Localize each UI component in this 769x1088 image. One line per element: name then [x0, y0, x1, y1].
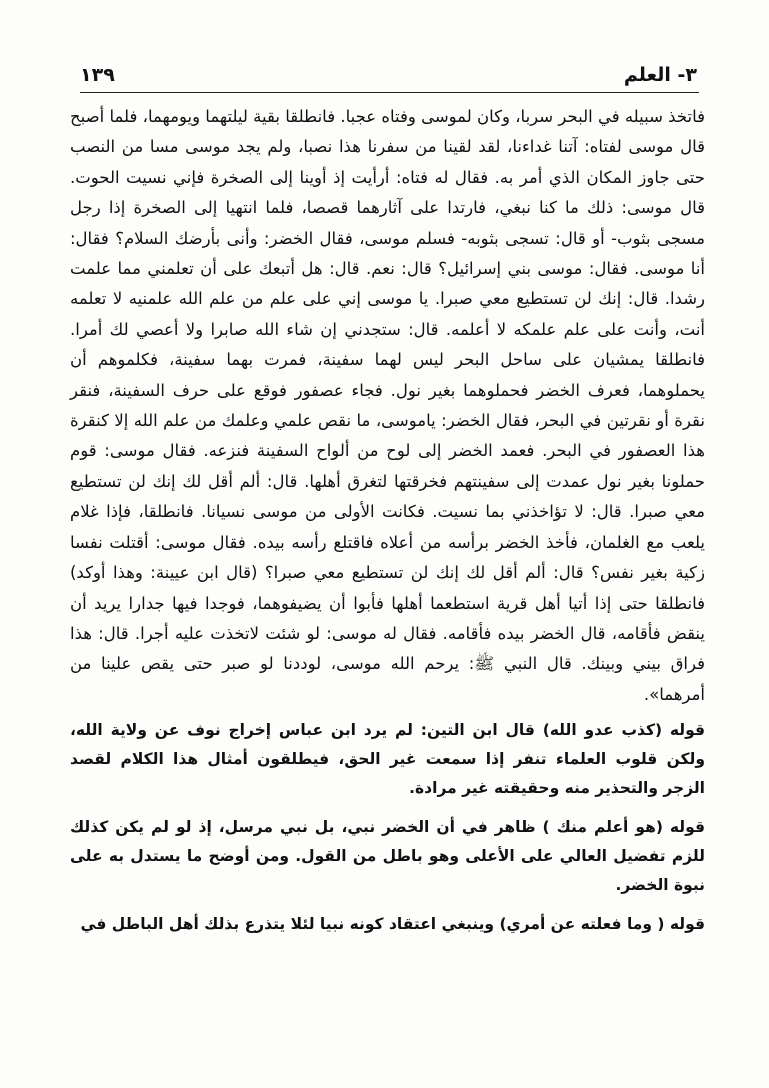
commentary-section: [70, 716, 705, 939]
commentary-text: (كذب عدو الله) قال ابن التين: لم يرد ابن عباس إخراج نوف عن ولاية الله، ولكن قلوب العلماء تنفر إذا سمعت غير الحق، فيطلقون أمثال هذا الكلام لقصد الزجر والتحذير منه وحقيقته غير مرادة.: [70, 721, 705, 798]
page-number: ١٣٩: [80, 64, 115, 86]
hadith-text: [70, 102, 705, 710]
commentary-paragraph: [70, 716, 705, 803]
body-text: [70, 102, 705, 949]
chapter-title: ٣- العلم: [623, 64, 697, 86]
commentary-paragraph: [70, 813, 705, 900]
commentary-paragraph: [70, 910, 705, 939]
page-header: [80, 52, 697, 86]
main-paragraph: فاتخذ سبيله في البحر سربا، وكان لموسى وفتاه عجبا. فانطلقا بقية ليلتهما ويومهما، فلما أصبح قال موسى لفتاه: آتنا غداءنا، لقد لقينا من سفرنا هذا نصبا، ولم يجد موسى مسا من النصب حتى جاوز المكان الذي أمر به. فقال له فتاه: أرأيت إذ أوينا إلى الصخرة فإني نسيت الحوت. قال موسى: ذلك ما كنا نبغي، فارتدا على آثارهما قصصا، فلما انتهيا إلى الصخرة إذا رجل مسجى بثوب- أو قال: تسجى بثوبه- فسلم موسى، فقال الخضر: وأنى بأرضك السلام؟ فقال: أنا موسى. فقال: موسى بني إسرائيل؟ قال: نعم. قال: هل أتبعك على أن تعلمني مما علمت رشدا. قال: إنك لن تستطيع معي صبرا. يا موسى إني على علم من علم الله علمنيه لا تعلمه أنت، وأنت على علم علمكه لا أعلمه. قال: ستجدني إن شاء الله صابرا ولا أعصي لك أمرا. فانطلقا يمشيان على ساحل البحر ليس لهما سفينة، فمرت بهما سفينة، فكلموهم أن يحملوهما، فعرف الخضر فحملوهما بغير نول. فجاء عصفور فوقع على حرف السفينة، فنقر نقرة أو نقرتين في البحر، فقال الخضر: ياموسى، ما نقص علمي وعلمك من علم الله إلا كنقرة هذا العصفور في البحر. فعمد الخضر إلى لوح من ألواح السفينة فنزعه. فقال موسى: قوم حملونا بغير نول عمدت إلى سفينتهم فخرقتها لتغرق أهلها. قال: ألم أقل لك إنك لن تستطيع معي صبرا. قال: لا تؤاخذني بما نسيت. فكانت الأولى من موسى نسيانا. فانطلقا، فإذا غلام يلعب مع الغلمان، فأخذ الخضر برأسه من أعلاه فاقتلع رأسه بيده. فقال موسى: أقتلت نفسا زكية بغير نفس؟ قال: ألم أقل لك إنك لن تستطيع معي صبرا؟ (قال ابن عيينة: وهذا أوكد) فانطلقا حتى إذا أتيا أهل قرية استطعما أهلها فأبوا أن يضيفوهما، فوجدا فيها جدارا يريد أن ينقض فأقامه، قال الخضر بيده فأقامه. فقال له موسى: لو شئت لاتخذت عليه أجرا. قال: هذا فراق بيني وبينك. قال النبي ﷺ: يرحم الله موسى، لوددنا لو صبر حتى يقص علينا من أمرهما».: [70, 107, 705, 704]
commentary-label: قوله: [669, 721, 705, 740]
commentary-label: قوله: [669, 915, 705, 934]
header-rule: [80, 92, 699, 93]
commentary-label: قوله: [669, 818, 705, 837]
commentary-text: ( وما فعلته عن أمري) وينبغي اعتقاد كونه نبيا لئلا يتذرع بذلك أهل الباطل في: [80, 915, 670, 934]
commentary-text: (هو أعلم منك ) ظاهر في أن الخضر نبي، بل نبي مرسل، إذ لو لم يكن كذلك للزم تفضيل العالي على الأعلى وهو باطل من القول. ومن أوضح ما يستدل به على نبوة الخضر.: [70, 818, 705, 895]
